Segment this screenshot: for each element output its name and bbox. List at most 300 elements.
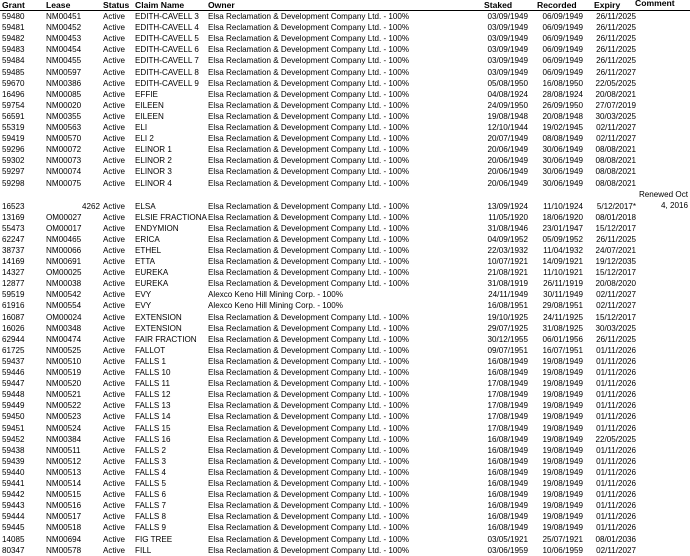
- cell-owner: Elsa Reclamation & Development Company Ltd. - 100%: [208, 245, 410, 255]
- cell-comment: [635, 478, 689, 489]
- cell-claim-name: EVY: [135, 290, 152, 300]
- cell-expiry: 15/12/2017: [595, 312, 636, 322]
- cell-recorded: 20/08/1948: [542, 111, 583, 121]
- cell-claim-name: ELSA: [135, 201, 156, 211]
- cell-status: Active: [103, 201, 126, 211]
- cell-staked: 16/08/1949: [487, 445, 528, 455]
- cell-lease: NM00454: [46, 45, 82, 55]
- cell-status: Active: [103, 223, 126, 233]
- cell-owner: Elsa Reclamation & Development Company Ltd. - 100%: [208, 523, 410, 533]
- cell-lease: NM00516: [46, 501, 82, 511]
- cell-lease: NM00075: [46, 178, 82, 188]
- table-row: [0, 78, 690, 89]
- cell-owner: Elsa Reclamation & Development Company Ltd. - 100%: [208, 23, 410, 33]
- cell-grant: 59670: [2, 78, 25, 88]
- cell-staked: 20/07/1949: [487, 134, 528, 144]
- cell-expiry: 20/08/2021: [595, 89, 636, 99]
- cell-lease: NM00521: [46, 390, 82, 400]
- cell-expiry: 01/11/2026: [596, 479, 636, 488]
- cell-owner: Elsa Reclamation & Development Company Ltd. - 100%: [208, 279, 410, 289]
- cell-owner: Elsa Reclamation & Development Company Ltd. - 100%: [208, 78, 410, 88]
- cell-status: Active: [103, 156, 126, 166]
- cell-status: Active: [103, 512, 126, 522]
- cell-claim-name: FILL: [135, 545, 152, 555]
- cell-claim-name: FALLS 14: [135, 412, 171, 422]
- table-row: [0, 367, 690, 378]
- table-row: [0, 11, 690, 22]
- table-row: [0, 534, 690, 545]
- cell-grant: 12877: [2, 279, 25, 289]
- table-row: [0, 289, 690, 300]
- cell-lease: NM00563: [46, 123, 82, 132]
- cell-lease-prefix: 4262: [81, 201, 100, 211]
- cell-comment: [635, 133, 689, 144]
- table-row: [0, 545, 690, 556]
- cell-staked: 16/08/1949: [487, 512, 528, 522]
- header-staked: Staked: [484, 0, 513, 10]
- cell-comment: [635, 11, 689, 22]
- cell-lease: NM00525: [46, 345, 82, 355]
- cell-expiry: 26/11/2025: [596, 23, 636, 33]
- cell-expiry: 30/03/2025: [595, 323, 636, 333]
- cell-comment: [635, 445, 689, 456]
- cell-status: Active: [103, 89, 126, 99]
- cell-lease: NM00452: [46, 23, 82, 33]
- cell-status: Active: [103, 67, 126, 77]
- cell-owner: Elsa Reclamation & Development Company Ltd. - 100%: [208, 512, 410, 522]
- cell-status: Active: [103, 245, 126, 255]
- cell-comment: [635, 367, 689, 378]
- cell-grant: 56591: [2, 111, 25, 121]
- cell-owner: Elsa Reclamation & Development Company Ltd. - 100%: [208, 12, 410, 21]
- cell-grant: 16087: [2, 312, 25, 322]
- cell-grant: 59419: [2, 134, 25, 144]
- cell-expiry: 02/11/2027: [596, 123, 636, 132]
- cell-recorded: 30/06/1949: [542, 178, 583, 188]
- table-row: [0, 33, 690, 44]
- cell-expiry: 01/11/2026: [596, 523, 636, 533]
- cell-expiry: 01/11/2026: [596, 390, 636, 400]
- cell-status: Active: [103, 301, 126, 311]
- cell-expiry: 08/01/2036: [595, 534, 636, 544]
- cell-recorded: 19/08/1949: [542, 456, 583, 466]
- cell-owner: Elsa Reclamation & Development Company Ltd. - 100%: [208, 145, 410, 155]
- cell-claim-name: ELINOR 4: [135, 178, 172, 188]
- cell-claim-name: FALLS 13: [135, 401, 171, 411]
- cell-grant: 59441: [2, 479, 25, 488]
- cell-expiry: 01/11/2026: [596, 401, 636, 411]
- cell-comment: [635, 511, 689, 522]
- cell-claim-name: FALLS 5: [135, 479, 167, 488]
- cell-comment: [635, 289, 689, 300]
- cell-status: Active: [103, 212, 126, 222]
- cell-status: Active: [103, 390, 126, 400]
- table-row: [0, 478, 690, 489]
- cell-expiry: 01/11/2026: [596, 456, 636, 466]
- cell-staked: 05/08/1950: [487, 78, 528, 88]
- cell-comment: [635, 378, 689, 389]
- cell-comment: [635, 223, 689, 234]
- cell-comment: [635, 534, 689, 545]
- cell-owner: Elsa Reclamation & Development Company Ltd. - 100%: [208, 234, 410, 244]
- cell-owner: Elsa Reclamation & Development Company Ltd. - 100%: [208, 434, 410, 444]
- cell-lease: OM00027: [46, 212, 82, 222]
- cell-owner: Elsa Reclamation & Development Company Ltd. - 100%: [208, 356, 410, 366]
- cell-claim-name: EDITH-CAVELL 3: [135, 12, 199, 21]
- cell-owner: Elsa Reclamation & Development Company Ltd. - 100%: [208, 45, 410, 55]
- cell-staked: 16/08/1949: [487, 467, 528, 477]
- cell-status: Active: [103, 523, 126, 533]
- cell-lease: NM00517: [46, 512, 82, 522]
- cell-recorded: 14/09/1921: [542, 257, 583, 266]
- cell-expiry: 01/11/2026: [596, 345, 636, 355]
- cell-claim-name: EUREKA: [135, 279, 169, 289]
- cell-grant: 59438: [2, 445, 25, 455]
- cell-lease: NM00453: [46, 34, 82, 44]
- cell-lease: [46, 201, 106, 212]
- cell-grant: 14169: [2, 257, 25, 266]
- cell-claim-name: ELI: [135, 123, 148, 132]
- cell-comment: [635, 345, 689, 356]
- cell-comment: [635, 44, 689, 55]
- cell-expiry: 01/11/2026: [596, 423, 636, 433]
- cell-comment: [635, 278, 689, 289]
- table-row: [0, 133, 690, 144]
- cell-owner: Elsa Reclamation & Development Company Ltd. - 100%: [208, 34, 410, 44]
- cell-grant: 59480: [2, 12, 25, 21]
- table-row: [0, 111, 690, 122]
- cell-staked: 31/08/1919: [487, 279, 528, 289]
- cell-recorded: 19/02/1945: [542, 123, 583, 132]
- table-row: [0, 400, 690, 411]
- cell-grant: 59485: [2, 67, 25, 77]
- table-row: [0, 89, 690, 100]
- cell-staked: 03/06/1959: [487, 545, 528, 555]
- cell-expiry: 26/11/2025: [596, 234, 636, 244]
- cell-expiry: 26/11/2025: [596, 56, 636, 66]
- cell-staked: 16/08/1949: [487, 490, 528, 500]
- cell-recorded: 11/10/1921: [543, 268, 583, 278]
- cell-owner: Elsa Reclamation & Development Company Ltd. - 100%: [208, 268, 410, 278]
- cell-grant: 59451: [2, 423, 25, 433]
- cell-grant: 61725: [2, 345, 25, 355]
- cell-staked: 20/06/1949: [487, 145, 528, 155]
- cell-comment: [635, 22, 689, 33]
- cell-staked: 20/06/1949: [487, 178, 528, 188]
- cell-claim-name: EILEEN: [135, 111, 164, 121]
- table-row: [0, 166, 690, 177]
- cell-comment: [635, 423, 689, 434]
- table-row: [0, 267, 690, 278]
- cell-comment: [635, 89, 689, 100]
- cell-claim-name: FALLS 10: [135, 368, 171, 377]
- cell-owner: Elsa Reclamation & Development Company Ltd. - 100%: [208, 123, 410, 132]
- cell-recorded: 19/08/1949: [542, 379, 583, 389]
- table-row: [0, 334, 690, 345]
- cell-recorded: 06/09/1949: [542, 34, 583, 44]
- cell-comment: [635, 144, 689, 155]
- table-row: [0, 378, 690, 389]
- cell-grant: 62247: [2, 234, 25, 244]
- cell-staked: 03/09/1949: [487, 56, 528, 66]
- cell-claim-name: FALLOT: [135, 345, 166, 355]
- cell-comment: [635, 267, 689, 278]
- cell-lease: NM00386: [46, 78, 82, 88]
- cell-claim-name: ETTA: [135, 257, 156, 266]
- table-row: [0, 389, 690, 400]
- cell-expiry: 26/11/2027: [596, 67, 636, 77]
- cell-status: Active: [103, 34, 126, 44]
- cell-grant: 16496: [2, 89, 25, 99]
- cell-grant: 59482: [2, 34, 25, 44]
- cell-recorded: 30/06/1949: [542, 145, 583, 155]
- cell-claim-name: ERICA: [135, 234, 160, 244]
- cell-status: Active: [103, 45, 126, 55]
- cell-comment: [635, 312, 689, 323]
- cell-owner: Elsa Reclamation & Development Company Ltd. - 100%: [208, 445, 410, 455]
- cell-staked: 03/05/1921: [487, 534, 528, 544]
- cell-grant: 59440: [2, 467, 25, 477]
- cell-grant: 62944: [2, 334, 25, 344]
- cell-lease: NM00073: [46, 156, 82, 166]
- cell-grant: 59450: [2, 412, 25, 422]
- cell-status: Active: [103, 534, 126, 544]
- cell-lease: NM00578: [46, 545, 82, 555]
- cell-staked: 03/09/1949: [487, 23, 528, 33]
- cell-owner: Elsa Reclamation & Development Company Ltd. - 100%: [208, 312, 410, 322]
- cell-status: Active: [103, 501, 126, 511]
- header-expiry: Expiry: [594, 0, 621, 10]
- cell-status: Active: [103, 178, 126, 188]
- table-row: [0, 467, 690, 478]
- cell-lease: NM00597: [46, 67, 82, 77]
- cell-recorded: 29/08/1951: [542, 301, 583, 311]
- header-recorded: Recorded: [537, 0, 577, 10]
- cell-recorded: 19/08/1949: [542, 423, 583, 433]
- cell-expiry: 02/11/2027: [596, 545, 636, 555]
- cell-staked: 09/07/1951: [487, 345, 528, 355]
- cell-lease: NM00066: [46, 245, 82, 255]
- cell-staked: 20/06/1949: [487, 167, 528, 177]
- cell-recorded: 19/08/1949: [542, 368, 583, 377]
- cell-expiry: 01/11/2026: [596, 379, 636, 389]
- cell-expiry: 26/11/2025: [596, 45, 636, 55]
- cell-owner: Elsa Reclamation & Development Company Ltd. - 100%: [208, 345, 410, 355]
- cell-status: Active: [103, 479, 126, 488]
- cell-claim-name: EDITH-CAVELL 7: [135, 56, 199, 66]
- cell-owner: Elsa Reclamation & Development Company Ltd. - 100%: [208, 178, 410, 188]
- header-lease: Lease: [46, 0, 71, 10]
- cell-comment: [635, 400, 689, 411]
- cell-lease: NM00515: [46, 490, 82, 500]
- cell-owner: Elsa Reclamation & Development Company Ltd. - 100%: [208, 501, 410, 511]
- cell-comment: Renewed Oct 4, 2016: [638, 189, 688, 210]
- header-row: [0, 0, 690, 11]
- cell-lease: NM00524: [46, 423, 82, 433]
- cell-grant: 16026: [2, 323, 25, 333]
- cell-staked: 16/08/1949: [487, 368, 528, 377]
- cell-staked: 03/09/1949: [487, 12, 528, 21]
- cell-grant: 59297: [2, 167, 25, 177]
- cell-grant: 59446: [2, 368, 25, 377]
- cell-lease: NM00038: [46, 279, 82, 289]
- cell-staked: 03/09/1949: [487, 45, 528, 55]
- cell-staked: 16/08/1949: [487, 501, 528, 511]
- cell-comment: [635, 434, 689, 445]
- cell-recorded: 06/09/1949: [542, 56, 583, 66]
- cell-expiry: 08/08/2021: [595, 145, 636, 155]
- cell-expiry: 30/03/2025: [595, 111, 636, 121]
- cell-owner: Elsa Reclamation & Development Company Ltd. - 100%: [208, 134, 410, 144]
- header-status: Status: [103, 0, 130, 10]
- cell-claim-name: EDITH-CAVELL 6: [135, 45, 199, 55]
- cell-recorded: 16/08/1950: [542, 78, 583, 88]
- cell-grant: 59484: [2, 56, 25, 66]
- cell-status: Active: [103, 368, 126, 377]
- cell-status: Active: [103, 467, 126, 477]
- cell-recorded: 19/08/1949: [542, 501, 583, 511]
- cell-expiry: 22/05/2025: [595, 78, 636, 88]
- cell-comment: [635, 212, 689, 223]
- cell-claim-name: EVY: [135, 301, 152, 311]
- table-row: [0, 22, 690, 33]
- cell-comment: [635, 67, 689, 78]
- cell-status: Active: [103, 345, 126, 355]
- cell-lease: NM00020: [46, 100, 82, 110]
- cell-lease: NM00522: [46, 401, 82, 411]
- cell-status: Active: [103, 401, 126, 411]
- cell-recorded: 25/07/1921: [542, 534, 583, 544]
- cell-staked: 17/08/1949: [487, 423, 528, 433]
- cell-recorded: 23/01/1947: [542, 223, 583, 233]
- cell-recorded: 18/06/1920: [542, 212, 583, 222]
- cell-grant: 59445: [2, 523, 25, 533]
- cell-owner: Elsa Reclamation & Development Company Ltd. - 100%: [208, 89, 410, 99]
- cell-claim-name: EDITH-CAVELL 4: [135, 23, 199, 33]
- cell-grant: 61916: [2, 301, 25, 311]
- cell-claim-name: FALLS 3: [135, 456, 167, 466]
- cell-claim-name: EUREKA: [135, 268, 169, 278]
- table-row: [0, 223, 690, 234]
- header-comment: Comment: [635, 0, 675, 8]
- cell-status: Active: [103, 356, 126, 366]
- cell-owner: Alexco Keno Hill Mining Corp. - 100%: [208, 301, 343, 311]
- header-owner: Owner: [208, 0, 235, 10]
- cell-owner: Elsa Reclamation & Development Company Ltd. - 100%: [208, 456, 410, 466]
- cell-recorded: 19/08/1949: [542, 512, 583, 522]
- cell-lease: NM00570: [46, 134, 82, 144]
- cell-comment: [635, 234, 689, 245]
- cell-grant: 80347: [2, 545, 25, 555]
- cell-status: Active: [103, 312, 126, 322]
- cell-expiry: 01/11/2026: [596, 512, 636, 522]
- cell-status: Active: [103, 167, 126, 177]
- cell-status: Active: [103, 12, 126, 21]
- cell-lease: NM00511: [46, 445, 81, 455]
- cell-lease: NM00355: [46, 111, 82, 121]
- cell-comment: [635, 78, 689, 89]
- cell-grant: 59439: [2, 456, 25, 466]
- cell-lease: OM00025: [46, 268, 82, 278]
- cell-status: Active: [103, 490, 126, 500]
- cell-claim-name: ELINOR 1: [135, 145, 172, 155]
- cell-owner: Alexco Keno Hill Mining Corp. - 100%: [208, 290, 343, 300]
- cell-grant: 59447: [2, 379, 25, 389]
- cell-claim-name: FALLS 15: [135, 423, 171, 433]
- table-row: [0, 411, 690, 422]
- cell-owner: Elsa Reclamation & Development Company Ltd. - 100%: [208, 490, 410, 500]
- cell-comment: [635, 178, 689, 189]
- cell-expiry: 20/08/2020: [595, 279, 636, 289]
- cell-status: Active: [103, 78, 126, 88]
- cell-recorded: 11/10/1924: [543, 201, 583, 211]
- cell-status: Active: [103, 145, 126, 155]
- cell-recorded: 31/08/1925: [542, 323, 583, 333]
- table-row: [0, 434, 690, 445]
- cell-lease: NM00694: [46, 534, 82, 544]
- cell-comment: [635, 33, 689, 44]
- cell-claim-name: EDITH-CAVELL 5: [135, 34, 199, 44]
- cell-grant: 38737: [2, 245, 25, 255]
- table-row: [0, 234, 690, 245]
- cell-comment: [635, 389, 689, 400]
- cell-recorded: 10/06/1959: [542, 545, 583, 555]
- cell-expiry: 26/11/2025: [596, 34, 636, 44]
- cell-lease: NM00514: [46, 479, 82, 488]
- cell-lease: NM00510: [46, 356, 82, 366]
- cell-comment: [635, 111, 689, 122]
- cell-staked: 10/07/1921: [487, 257, 528, 266]
- cell-lease: NM00513: [46, 467, 82, 477]
- cell-claim-name: FALLS 1: [135, 356, 167, 366]
- cell-lease: NM00455: [46, 56, 82, 66]
- cell-grant: 59443: [2, 501, 25, 511]
- cell-staked: 17/08/1949: [487, 379, 528, 389]
- table-row: [0, 155, 690, 166]
- cell-grant: 59449: [2, 401, 25, 411]
- cell-recorded: 26/09/1950: [542, 100, 583, 110]
- cell-staked: 16/08/1949: [487, 479, 528, 488]
- cell-recorded: 06/09/1949: [542, 23, 583, 33]
- cell-staked: 16/08/1949: [487, 523, 528, 533]
- cell-recorded: 06/09/1949: [542, 12, 583, 21]
- cell-claim-name: FALLS 6: [135, 490, 167, 500]
- cell-expiry: 01/11/2026: [596, 356, 636, 366]
- cell-comment: [635, 100, 689, 111]
- cell-expiry: 08/08/2021: [595, 156, 636, 166]
- cell-recorded: 30/11/1949: [543, 290, 583, 300]
- cell-recorded: 19/08/1949: [542, 445, 583, 455]
- cell-claim-name: ELINOR 3: [135, 167, 172, 177]
- cell-owner: Elsa Reclamation & Development Company Ltd. - 100%: [208, 534, 410, 544]
- cell-comment: [635, 456, 689, 467]
- cell-owner: Elsa Reclamation & Development Company Ltd. - 100%: [208, 390, 410, 400]
- cell-grant: 59452: [2, 434, 25, 444]
- cell-recorded: 19/08/1949: [542, 490, 583, 500]
- cell-claim-name: EDITH-CAVELL 9: [135, 78, 199, 88]
- cell-recorded: 24/11/1925: [543, 312, 583, 322]
- cell-claim-name: ETHEL: [135, 245, 162, 255]
- cell-claim-name: ELI 2: [135, 134, 154, 144]
- cell-owner: Elsa Reclamation & Development Company Ltd. - 100%: [208, 223, 410, 233]
- cell-expiry: 15/12/2017: [595, 268, 636, 278]
- cell-owner: Elsa Reclamation & Development Company Ltd. - 100%: [208, 156, 410, 166]
- cell-expiry: 01/11/2026: [596, 412, 636, 422]
- cell-staked: 16/08/1951: [487, 301, 528, 311]
- cell-grant: 59296: [2, 145, 25, 155]
- cell-claim-name: EXTENSION: [135, 323, 182, 333]
- cell-claim-name: FALLS 2: [135, 445, 167, 455]
